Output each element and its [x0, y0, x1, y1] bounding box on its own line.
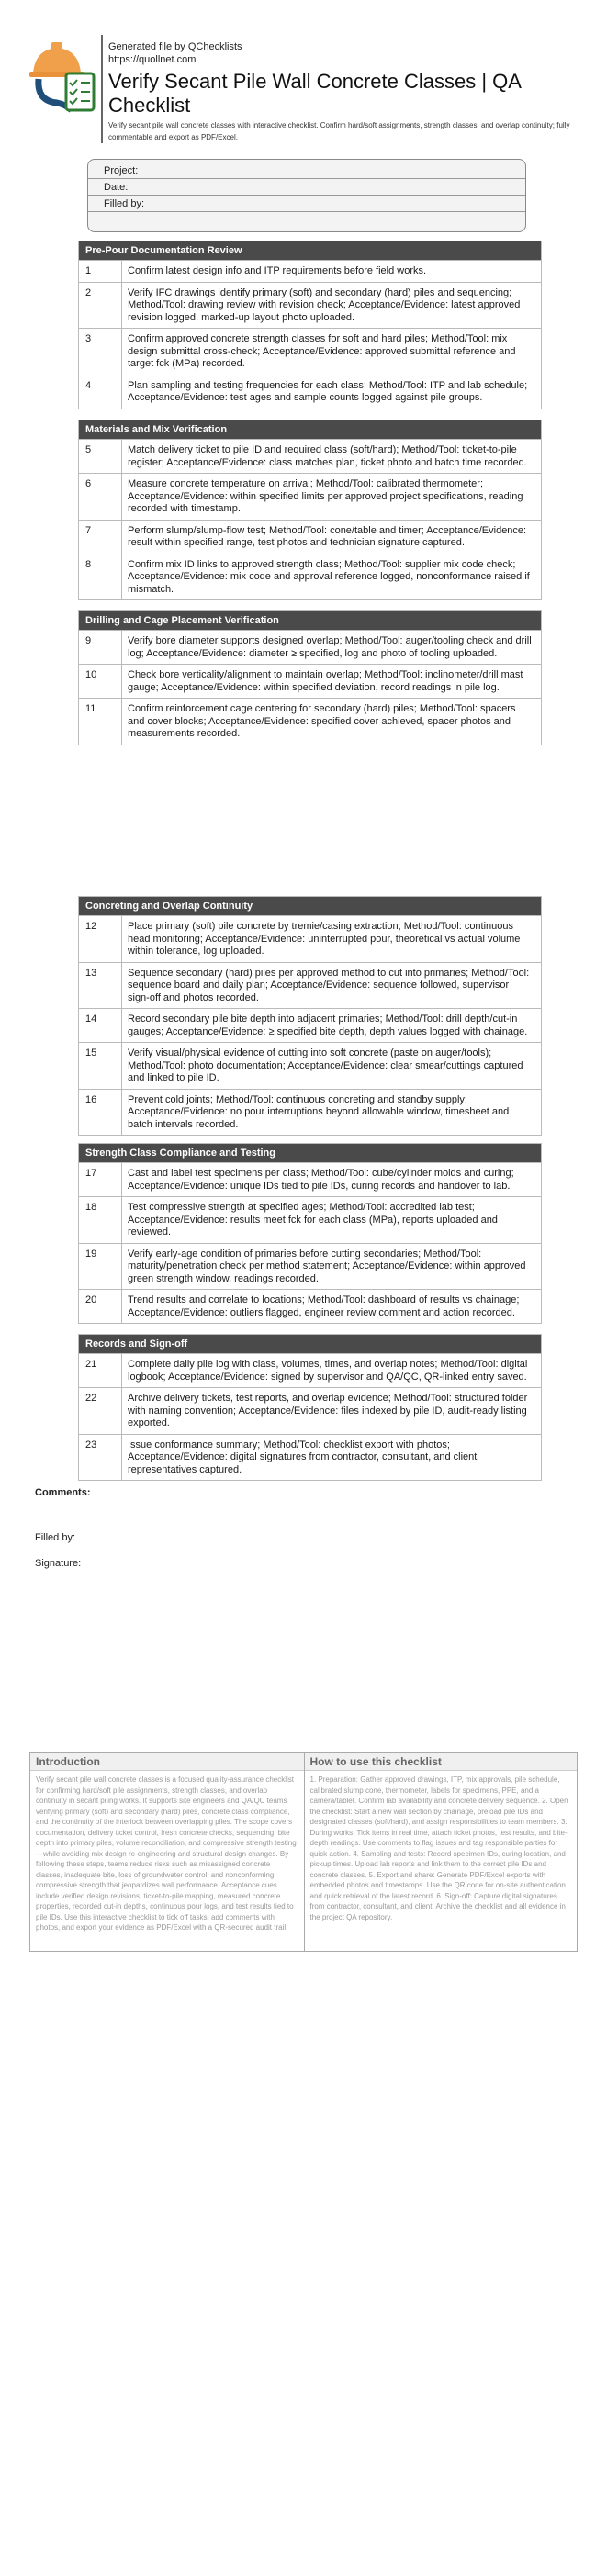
checklist-row[interactable]: [79, 1042, 541, 1089]
how-to-panel: [304, 1753, 578, 1951]
header-divider: [101, 35, 103, 143]
section-header: Records and Sign-off: [79, 1335, 541, 1353]
item-text: Issue conformance summary; Method/Tool: checklist export with photos; Acceptance/Evidence: digital signatures from contractor, consultant, and client representatives captured.: [128, 1439, 478, 1475]
introduction-panel: [30, 1753, 304, 1951]
item-number: 23: [79, 1435, 122, 1481]
checklist-row[interactable]: [79, 328, 541, 375]
item-text: Archive delivery tickets, test reports, and overlap evidence; Method/Tool: structured folder with naming convention; Acceptance/Evidence: files indexed by pile ID, audit-ready listing exported.: [128, 1393, 528, 1428]
filled-by-field[interactable]: Filled by:: [88, 196, 525, 212]
item-number: 6: [79, 474, 122, 520]
item-number: 2: [79, 283, 122, 329]
item-text: Measure concrete temperature on arrival; Method/Tool: calibrated thermometer; Acceptance/Evidence: within specified limits per approved project specifications, reading recorded with timestamp.: [128, 478, 523, 514]
checklist-row[interactable]: [79, 375, 541, 409]
project-info-box: [87, 159, 526, 232]
introduction-body: Verify secant pile wall concrete classes is a focused quality-assurance checklist for confirming hard/soft pile assignments, strength classes, and overlap continuity in secant piling works. It supports site engineers and QA/QC teams verifying primary (soft) and secondary (hard) piles, concrete class compliance, and the continuity of the interlock between overlapping piles. The scope covers documentation, delivery ticket control, fresh concrete checks, sequencing, bite depth into primary piles, volume reconciliation, and compressive strength testing—while avoiding mix design re-engineering and structural design changes. By following these steps, teams reduce risks such as misassigned concrete classes, inadequate bite, loss of groundwater control, and nonconforming compressive strength that jeopardizes wall performance. Acceptance cues include verified design revisions, ticket-to-pile mapping, measured concrete properties, recorded cut-in depths, continuous pour logs, and test results tied to pile IDs. Use this interactive checklist to tick off tasks, add comments with photos, and export your evidence as PDF/Excel with a QR-secured audit trail.: [36, 1775, 297, 1932]
item-text: Cast and label test specimens per class; Method/Tool: cube/cylinder molds and curing; Acceptance/Evidence: unique IDs tied to pile IDs, curing records and handover to lab.: [128, 1168, 514, 1192]
checklist-row[interactable]: [79, 473, 541, 520]
checklist-row[interactable]: [79, 1162, 541, 1196]
item-text: Verify bore diameter supports designed overlap; Method/Tool: auger/tooling check and drill log; Acceptance/Evidence: diameter ≥ specified, log and photo of tooling uploaded.: [128, 635, 532, 659]
section-header: Pre-Pour Documentation Review: [79, 241, 541, 260]
item-number: 15: [79, 1043, 122, 1089]
checklist-row[interactable]: [79, 1434, 541, 1481]
item-number: 1: [79, 261, 122, 282]
info-panels: [29, 1752, 578, 1952]
item-number: 7: [79, 521, 122, 554]
item-number: 14: [79, 1009, 122, 1042]
item-number: 19: [79, 1244, 122, 1290]
item-number: 8: [79, 554, 122, 600]
item-text: Record secondary pile bite depth into adjacent primaries; Method/Tool: drill depth/cut-in gauges; Acceptance/Evidence: ≥ specified bite depth, depth values logged with chainage.: [128, 1014, 528, 1037]
checklist-row[interactable]: [79, 439, 541, 473]
checklist-row[interactable]: [79, 554, 541, 600]
section-materials-mix-verification: [78, 420, 542, 600]
item-text: Prevent cold joints; Method/Tool: continuous concreting and standby supply; Acceptance/Evidence: no pour interruptions beyond allowable window, timesheet and batch intervals recorded.: [128, 1093, 510, 1130]
checklist-row[interactable]: [79, 698, 541, 745]
checklist-row[interactable]: [79, 664, 541, 698]
item-number: 13: [79, 963, 122, 1009]
introduction-title: Introduction: [30, 1753, 304, 1771]
comments-label: Comments:: [35, 1487, 91, 1498]
item-number: 18: [79, 1197, 122, 1243]
item-number: 5: [79, 440, 122, 473]
section-header: Concreting and Overlap Continuity: [79, 897, 541, 915]
checklist-row[interactable]: [79, 1289, 541, 1323]
checklist-row[interactable]: [79, 1387, 541, 1434]
section-records-signoff: [78, 1334, 542, 1481]
checklist-row[interactable]: [79, 1353, 541, 1387]
item-number: 16: [79, 1090, 122, 1136]
checklist-row[interactable]: [79, 1089, 541, 1136]
item-text: Match delivery ticket to pile ID and required class (soft/hard); Method/Tool: ticket-to-pile register; Acceptance/Evidence: class matches plan, ticket photo and batch time recorded.: [128, 444, 527, 468]
document-header: [26, 33, 586, 143]
section-drilling-cage-placement: [78, 610, 542, 745]
item-text: Confirm mix ID links to approved strength class; Method/Tool: supplier mix code check; Acceptance/Evidence: mix code and approval reference logged, nonconformance raised if mismatch.: [128, 558, 530, 595]
checklist-row[interactable]: [79, 630, 541, 664]
item-text: Test compressive strength at specified ages; Method/Tool: accredited lab test; Acceptance/Evidence: results meet fck for each class (MPa), reports uploaded and reviewed.: [128, 1202, 498, 1238]
item-number: 22: [79, 1388, 122, 1434]
section-header: Materials and Mix Verification: [79, 420, 541, 439]
item-number: 4: [79, 375, 122, 409]
checklist-row[interactable]: [79, 1008, 541, 1042]
item-text: Verify IFC drawings identify primary (soft) and secondary (hard) piles and sequencing; Method/Tool: drawing review with revision check; Acceptance/Evidence: latest approved revision logged, marked-up layout photo uploaded.: [128, 286, 521, 323]
item-text: Complete daily pile log with class, volumes, times, and overlap notes; Method/Tool: digital logbook; Acceptance/Evidence: signed by supervisor and QA/QC, QR-linked entry saved.: [128, 1359, 528, 1383]
source-url[interactable]: https://quollnet.com: [108, 54, 197, 65]
checklist-row[interactable]: [79, 962, 541, 1009]
how-to-title: How to use this checklist: [305, 1753, 578, 1771]
item-text: Perform slump/slump-flow test; Method/Tool: cone/table and timer; Acceptance/Evidence: result within specified range, test photos and technician signature captured.: [128, 524, 527, 548]
item-number: 20: [79, 1290, 122, 1323]
checklist-row[interactable]: [79, 915, 541, 962]
checklist-row[interactable]: [79, 1196, 541, 1243]
item-number: 3: [79, 329, 122, 375]
hardhat-checklist-logo-icon: [26, 39, 101, 114]
checklist-row[interactable]: [79, 520, 541, 554]
section-header: Drilling and Cage Placement Verification: [79, 611, 541, 630]
checklist-row[interactable]: [79, 260, 541, 282]
item-text: Place primary (soft) pile concrete by tremie/casing extraction; Method/Tool: continuous head monitoring; Acceptance/Evidence: uninterrupted pour, theoretical vs actual volume within tolerance, log uploaded.: [128, 921, 521, 957]
filled-by-label: Filled by:: [35, 1532, 76, 1543]
section-concreting-overlap-continuity: [78, 896, 542, 1136]
item-text: Confirm approved concrete strength classes for soft and hard piles; Method/Tool: mix design submittal cross-check; Acceptance/Evidence: approved submittal reference and target fck (MPa) recorded.: [128, 333, 516, 369]
section-strength-class-compliance: [78, 1143, 542, 1324]
checklist-row[interactable]: [79, 1243, 541, 1290]
signature-label: Signature:: [35, 1558, 82, 1569]
item-number: 12: [79, 916, 122, 962]
generated-by-text: Generated file by QChecklists: [108, 41, 242, 52]
item-text: Verify visual/physical evidence of cutting into soft concrete (paste on auger/tools); Method/Tool: photo documentation; Acceptance/Evidence: clear smear/cuttings captured and linked to pile ID.: [128, 1047, 523, 1083]
page-title: Verify Secant Pile Wall Concrete Classes | QA Checklist: [108, 70, 521, 117]
item-text: Sequence secondary (hard) piles per approved method to cut into primaries; Method/Tool: sequence board and daily plan; Acceptance/Evidence: sequence followed, supervisor sign-off and photos recorded.: [128, 967, 530, 1003]
item-number: 10: [79, 665, 122, 698]
checklist-row[interactable]: [79, 282, 541, 329]
item-text: Verify early-age condition of primaries before cutting secondaries; Method/Tool: maturity/penetration check per method statement; Acceptance/Evidence: within approved green strength window, readings recorded.: [128, 1248, 526, 1284]
item-number: 21: [79, 1354, 122, 1387]
section-header: Strength Class Compliance and Testing: [79, 1144, 541, 1162]
item-text: Check bore verticality/alignment to maintain overlap; Method/Tool: inclinometer/drill mast gauge; Acceptance/Evidence: within specified deviation, record readings in pile log.: [128, 669, 523, 693]
item-text: Confirm reinforcement cage centering for secondary (hard) piles; Method/Tool: spacers and cover blocks; Acceptance/Evidence: specified cover achieved, spacer photos and measurements recorded.: [128, 703, 516, 739]
item-number: 11: [79, 699, 122, 745]
item-text: Trend results and correlate to locations; Method/Tool: dashboard of results vs chainage; Acceptance/Evidence: outliers flagged, engineer review comment and action recorded.: [128, 1294, 520, 1318]
item-text: Plan sampling and testing frequencies for each class; Method/Tool: ITP and lab schedule; Acceptance/Evidence: test ages and sample counts logged against pile groups.: [128, 379, 528, 403]
page-description: Verify secant pile wall concrete classes with interactive checklist. Confirm hard/soft assignments, strength classes, and overlap continuity; fully commentable and export as PDF/Excel.: [108, 121, 570, 141]
how-to-body: 1. Preparation: Gather approved drawings, ITP, mix approvals, pile schedule, calibrated slump cone, thermometer, labels for specimens, PPE, and a camera/tablet. Confirm lab availability and concrete delivery sequence. 2. Open the checklist: Start a new wall section by chainage, preload pile IDs and designated classes (soft/hard), and assign responsibilities to team members. 3. During works: Tick items in real time, attach ticket photos, test results, and bite-depth readings. Use comments to flag issues and tag responsible parties for quick action. 4. Sampling and tests: Record specimen IDs, curing location, and pickup times. Upload lab reports and link them to the correct pile IDs and concrete classes. 5. Export and share: Generate PDF/Excel exports with embedded photos and timestamps. Use the QR code for on-site authentication and quick retrieval of the latest record. 6. Sign-off: Capture digital signatures from contractor, consultant, and client. Archive the checklist and all evidence in the project QA repository.: [309, 1775, 568, 1921]
item-number: 9: [79, 631, 122, 664]
item-number: 17: [79, 1163, 122, 1196]
project-field[interactable]: Project:: [88, 160, 525, 179]
date-field[interactable]: Date:: [88, 179, 525, 196]
section-pre-pour-documentation: [78, 241, 542, 409]
item-text: Confirm latest design info and ITP requirements before field works.: [128, 265, 427, 276]
